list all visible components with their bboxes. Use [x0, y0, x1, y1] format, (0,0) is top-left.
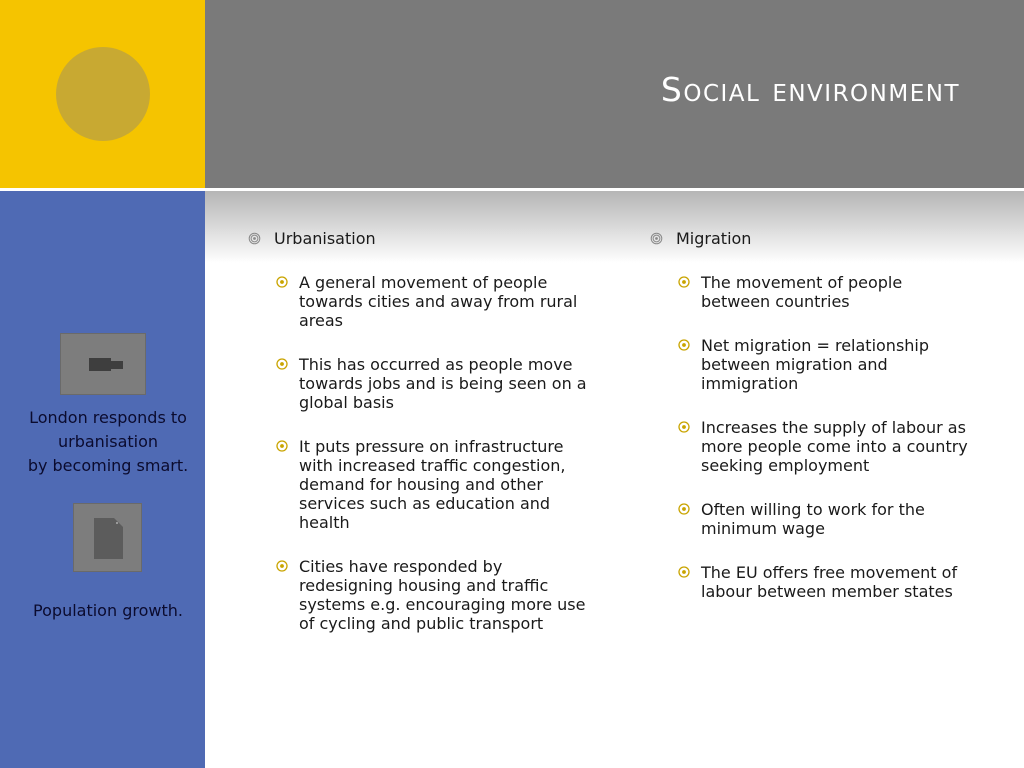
left-column: [248, 228, 608, 658]
document-icon: [74, 504, 143, 573]
target-bullet-icon: [276, 440, 288, 452]
migration-list: [650, 273, 1010, 601]
heading-migration: Migration: [650, 228, 1010, 250]
circle-bullet-icon: [650, 232, 663, 245]
corner-block: [0, 0, 205, 188]
decorative-circle: [56, 47, 150, 141]
target-bullet-icon: [276, 560, 288, 572]
target-bullet-icon: [276, 358, 288, 370]
caption-london: London responds to urbanisation by becoming smart.: [27, 408, 189, 475]
list-item: The movement of people between countries: [676, 273, 1010, 311]
camera-icon: [61, 334, 147, 396]
list-item: Net migration = relationship between migration and immigration: [676, 336, 1010, 393]
target-bullet-icon: [678, 339, 690, 351]
circle-bullet-icon: [248, 232, 261, 245]
target-bullet-icon: [276, 276, 288, 288]
target-bullet-icon: [678, 276, 690, 288]
target-bullet-icon: [678, 503, 690, 515]
urbanisation-list: [248, 273, 608, 633]
right-column: [650, 228, 1010, 626]
caption-population: Population growth.: [33, 601, 183, 620]
sidebar: [0, 191, 205, 768]
list-item: Cities have responded by redesigning housing and traffic systems e.g. encouraging more use of cycling and public transport: [274, 557, 608, 633]
heading-urbanisation: Urbanisation: [248, 228, 608, 250]
list-item: Often willing to work for the minimum wage: [676, 500, 1010, 538]
list-item: Increases the supply of labour as more people come into a country seeking employment: [676, 418, 1010, 475]
image-placeholder-population: [73, 503, 142, 572]
list-item: The EU offers free movement of labour between member states: [676, 563, 1010, 601]
list-item: It puts pressure on infrastructure with increased traffic congestion, demand for housing and other services such as education and health: [274, 437, 608, 532]
header-bar: [205, 0, 1024, 188]
target-bullet-icon: [678, 566, 690, 578]
list-item: A general movement of people towards cities and away from rural areas: [274, 273, 608, 330]
list-item: This has occurred as people move towards jobs and is being seen on a global basis: [274, 355, 608, 412]
image-placeholder-london: [60, 333, 146, 395]
target-bullet-icon: [678, 421, 690, 433]
slide-title: Social environment: [660, 70, 960, 109]
